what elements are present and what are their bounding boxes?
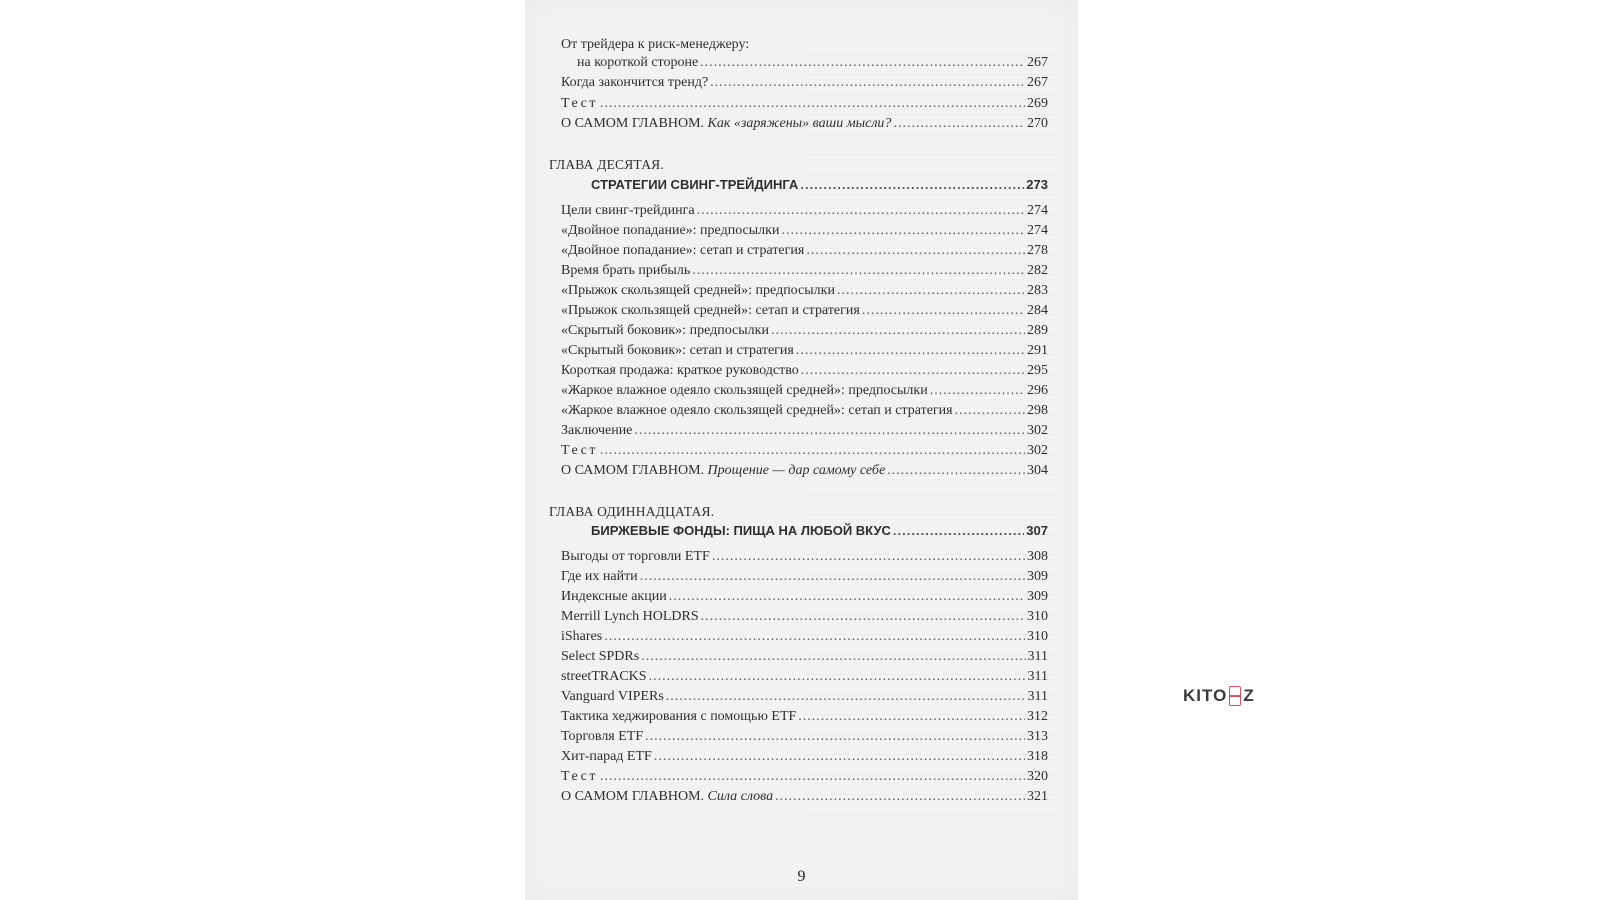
toc-entry [561, 648, 1048, 666]
toc-entry [561, 688, 1048, 706]
toc-entry-page: 311 [1027, 689, 1048, 704]
toc-entry-page: 310 [1027, 609, 1048, 624]
toc-entry-page: 267 [1027, 75, 1048, 90]
toc-entry-page: 295 [1027, 363, 1048, 378]
leader-dots [893, 115, 1025, 133]
toc-entry-page: 274 [1027, 223, 1048, 238]
toc-entry-title: Тест [561, 443, 598, 458]
toc-entry-title: Время брать прибыль [561, 263, 691, 278]
leader-dots [771, 322, 1025, 340]
toc-entry-page: 282 [1027, 263, 1048, 278]
toc-entry [561, 282, 1048, 300]
leader-dots [781, 222, 1025, 240]
leader-dots [801, 362, 1025, 380]
toc-entry-title [561, 462, 885, 480]
toc-entry-title: «Жаркое влажное одеяло скользящей средней»: сетап и стратегия [561, 403, 953, 418]
toc-entry [561, 262, 1048, 280]
toc-entry [561, 608, 1048, 626]
summary-italic: Как «заряжены» ваши мысли? [707, 116, 892, 131]
leader-dots [666, 688, 1026, 706]
toc-entry [561, 322, 1048, 340]
toc-entry-page: 304 [1027, 463, 1048, 478]
watermark-text-end: Z [1243, 686, 1255, 705]
toc-entry [561, 382, 1048, 400]
leader-dots [893, 522, 1024, 540]
toc-entry-title: Select SPDRs [561, 649, 640, 664]
toc-entry [561, 708, 1048, 726]
toc-entry-page: 310 [1027, 629, 1048, 644]
leader-dots [775, 788, 1025, 806]
toc-entry [561, 362, 1048, 380]
leader-dots [649, 668, 1026, 686]
chapter-title-entry [591, 522, 1048, 540]
toc-entry-title: Цели свинг-трейдинга [561, 203, 695, 218]
toc-entry [561, 442, 1048, 460]
leader-dots [645, 728, 1025, 746]
toc-entry-title: Merrill Lynch HOLDRS [561, 609, 699, 624]
toc-entry-title [561, 788, 773, 806]
toc-entry-page: 321 [1027, 789, 1048, 804]
toc-entry-page: 284 [1027, 303, 1048, 318]
toc-summary-entry [561, 115, 1048, 133]
toc-entry-page: 311 [1027, 649, 1048, 664]
leader-dots [796, 342, 1025, 360]
leader-dots [701, 608, 1025, 626]
table-of-contents [525, 0, 1078, 900]
leader-dots [634, 422, 1025, 440]
toc-summary-entry [561, 788, 1048, 806]
toc-entry-title: Где их найти [561, 569, 638, 584]
leader-dots [641, 648, 1025, 666]
chapter-title-entry [591, 176, 1048, 194]
watermark-logo [1183, 686, 1255, 706]
toc-entry-title: Vanguard VIPERs [561, 689, 664, 704]
toc-entry [561, 768, 1048, 786]
leader-dots [862, 302, 1025, 320]
toc-entry-title: «Двойное попадание»: сетап и стратегия [561, 243, 805, 258]
toc-entry-page: 302 [1027, 443, 1048, 458]
leader-dots [712, 548, 1025, 566]
toc-entry [561, 222, 1048, 240]
leader-dots [798, 708, 1025, 726]
leader-dots [837, 282, 1025, 300]
toc-entry-title: «Двойное попадание»: предпосылки [561, 223, 780, 238]
toc-entry-title: Торговля ETF [561, 729, 644, 744]
leader-dots [654, 748, 1025, 766]
toc-entry-title: на короткой стороне [577, 55, 699, 70]
toc-entry-page: 270 [1027, 116, 1048, 131]
book-icon [1229, 686, 1241, 706]
toc-carryover-line1: От трейдера к риск-менеджеру: [561, 37, 750, 52]
toc-entry-title: «Скрытый боковик»: предпосылки [561, 323, 769, 338]
toc-entry-page: 302 [1027, 423, 1048, 438]
toc-entry-title: Тест [561, 769, 598, 784]
book-page [525, 0, 1078, 900]
toc-entry [561, 302, 1048, 320]
toc-entry-title: iShares [561, 629, 603, 644]
toc-entry-page: 311 [1027, 669, 1048, 684]
summary-italic: Прощение — дар самому себе [707, 463, 886, 478]
leader-dots [600, 95, 1025, 113]
toc-entry [561, 628, 1048, 646]
toc-entry-page: 291 [1027, 343, 1048, 358]
leader-dots [806, 242, 1025, 260]
toc-entry-title: Индексные акции [561, 589, 667, 604]
toc-entry-page: 307 [1026, 523, 1048, 538]
toc-entry-title: Когда закончится тренд? [561, 75, 709, 90]
toc-entry-title: «Прыжок скользящей средней»: предпосылки [561, 283, 835, 298]
toc-entry [561, 202, 1048, 220]
toc-entry-title: «Жаркое влажное одеяло скользящей средней»: предпосылки [561, 383, 928, 398]
leader-dots [710, 74, 1025, 92]
toc-entry-title: Хит-парад ETF [561, 749, 652, 764]
toc-entry-page: 278 [1027, 243, 1048, 258]
leader-dots [800, 176, 1024, 194]
toc-entry [561, 242, 1048, 260]
chapter-heading: ГЛАВА ОДИННАДЦАТАЯ. [549, 504, 715, 519]
leader-dots [700, 54, 1025, 72]
toc-entry [561, 342, 1048, 360]
toc-entry-title: Короткая продажа: краткое руководство [561, 363, 799, 378]
toc-entry-title: Тест [561, 96, 598, 111]
leader-dots [640, 568, 1025, 586]
toc-entry-title: «Скрытый боковик»: сетап и стратегия [561, 343, 794, 358]
toc-entry-page: 283 [1027, 283, 1048, 298]
toc-entry-page: 289 [1027, 323, 1048, 338]
toc-entry-page: 309 [1027, 569, 1048, 584]
toc-entry-title: Выгоды от торговли ETF [561, 549, 710, 564]
toc-entry [577, 54, 1048, 72]
toc-entry-title [561, 115, 891, 133]
toc-entry-page: 267 [1027, 55, 1048, 70]
leader-dots [955, 402, 1025, 420]
chapter-title: СТРАТЕГИИ СВИНГ-ТРЕЙДИНГА [591, 177, 799, 192]
toc-entry-title: Заключение [561, 423, 633, 438]
leader-dots [669, 588, 1025, 606]
summary-italic: Сила слова [707, 789, 774, 804]
toc-entry [561, 588, 1048, 606]
toc-entry-page: 309 [1027, 589, 1048, 604]
toc-entry-title: streetTRACKS [561, 669, 647, 684]
chapter-heading: ГЛАВА ДЕСЯТАЯ. [549, 157, 664, 172]
summary-prefix: О САМОМ ГЛАВНОМ. [561, 789, 708, 804]
chapter-title: БИРЖЕВЫЕ ФОНДЫ: ПИЩА НА ЛЮБОЙ ВКУС [591, 523, 891, 538]
summary-prefix: О САМОМ ГЛАВНОМ. [561, 463, 708, 478]
toc-entry-page: 318 [1027, 749, 1048, 764]
toc-entry [561, 402, 1048, 420]
toc-entry [561, 668, 1048, 686]
watermark-text-start: KITO [1183, 686, 1228, 705]
toc-entry [561, 548, 1048, 566]
leader-dots [692, 262, 1025, 280]
leader-dots [600, 442, 1025, 460]
toc-entry-page: 308 [1027, 549, 1048, 564]
toc-entry-page: 269 [1027, 96, 1048, 111]
leader-dots [697, 202, 1025, 220]
toc-entry-page: 312 [1027, 709, 1048, 724]
toc-entry-page: 274 [1027, 203, 1048, 218]
toc-entry [561, 568, 1048, 586]
toc-entry [561, 95, 1048, 113]
toc-entry [561, 74, 1048, 92]
toc-entry-title: Тактика хеджирования с помощью ETF [561, 709, 797, 724]
toc-entry [561, 748, 1048, 766]
toc-entry-page: 320 [1027, 769, 1048, 784]
leader-dots [930, 382, 1025, 400]
leader-dots [604, 628, 1025, 646]
toc-entry-page: 313 [1027, 729, 1048, 744]
toc-entry-page: 296 [1027, 383, 1048, 398]
toc-entry [561, 422, 1048, 440]
page-number: 9 [797, 868, 806, 885]
toc-entry-page: 273 [1026, 177, 1048, 192]
leader-dots [887, 462, 1025, 480]
toc-summary-entry [561, 462, 1048, 480]
toc-entry [561, 728, 1048, 746]
toc-entry-page: 298 [1027, 403, 1048, 418]
summary-prefix: О САМОМ ГЛАВНОМ. [561, 116, 708, 131]
toc-entry-title: «Прыжок скользящей средней»: сетап и стратегия [561, 303, 860, 318]
leader-dots [600, 768, 1025, 786]
